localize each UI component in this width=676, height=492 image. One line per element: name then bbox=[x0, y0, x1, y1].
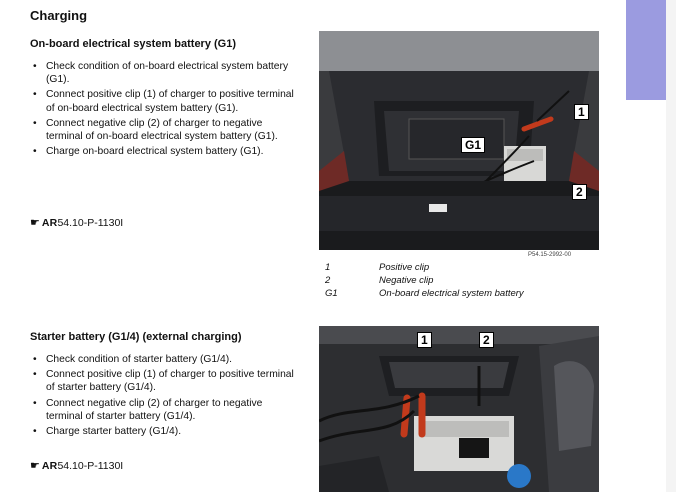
list-item: • Connect positive clip (1) of charger to positive terminal of starter battery (G1/4). bbox=[30, 368, 300, 394]
list-item: • Check condition of starter battery (G1/4). bbox=[30, 353, 300, 366]
trunk-battery-photo bbox=[319, 31, 599, 250]
reference-number: 54.10-P-1130I bbox=[57, 216, 124, 229]
legend-text: Positive clip bbox=[379, 262, 430, 273]
list-item: • Charge starter battery (G1/4). bbox=[30, 425, 300, 438]
trunk-battery-illustration bbox=[319, 31, 599, 250]
legend-key: 2 bbox=[325, 275, 331, 286]
reference-link[interactable] bbox=[30, 216, 123, 229]
legend-key: 1 bbox=[325, 262, 331, 273]
engine-bay-battery-photo bbox=[319, 326, 599, 492]
list-item: • Connect positive clip (1) of charger to positive terminal of on-board electrical system battery (G1). bbox=[30, 88, 300, 114]
page-edge bbox=[666, 0, 676, 492]
chapter-tab bbox=[626, 0, 666, 100]
callout-1: 1 bbox=[574, 104, 589, 120]
starter-battery-steps bbox=[30, 353, 300, 440]
callout-g1: G1 bbox=[461, 137, 485, 153]
pointing-hand-icon: ☛ bbox=[30, 217, 40, 229]
list-item: • Charge on-board electrical system battery (G1). bbox=[30, 145, 300, 158]
legend-row bbox=[325, 287, 524, 300]
photo-code: P54.15-2992-00 bbox=[528, 252, 572, 258]
reference-link[interactable] bbox=[30, 459, 123, 472]
legend-row bbox=[325, 274, 524, 287]
onboard-battery-steps bbox=[30, 60, 300, 160]
callout-2: 2 bbox=[572, 184, 587, 200]
section-heading-starter-battery: Starter battery (G1/4) (external charging) bbox=[30, 331, 242, 343]
section-heading-onboard-battery: On-board electrical system battery (G1) bbox=[30, 38, 237, 50]
legend-row bbox=[325, 261, 524, 274]
pointing-hand-icon: ☛ bbox=[30, 460, 40, 472]
legend-text: On-board electrical system battery bbox=[379, 288, 524, 299]
legend bbox=[325, 261, 524, 300]
page-title: Charging bbox=[30, 8, 88, 23]
reference-number: 54.10-P-1130I bbox=[57, 459, 124, 472]
legend-key: G1 bbox=[325, 288, 338, 299]
legend-text: Negative clip bbox=[379, 275, 434, 286]
callout-1: 1 bbox=[417, 332, 432, 348]
list-item: • Connect negative clip (2) of charger to negative terminal of on-board electrical system battery (G1). bbox=[30, 117, 300, 143]
list-item: • Connect negative clip (2) of charger to negative terminal of starter battery (G1/4). bbox=[30, 397, 300, 423]
list-item: • Check condition of on-board electrical system battery (G1). bbox=[30, 60, 300, 86]
engine-bay-illustration bbox=[319, 326, 599, 492]
callout-2: 2 bbox=[479, 332, 494, 348]
reference-prefix: AR bbox=[41, 459, 58, 472]
reference-prefix: AR bbox=[41, 216, 58, 229]
